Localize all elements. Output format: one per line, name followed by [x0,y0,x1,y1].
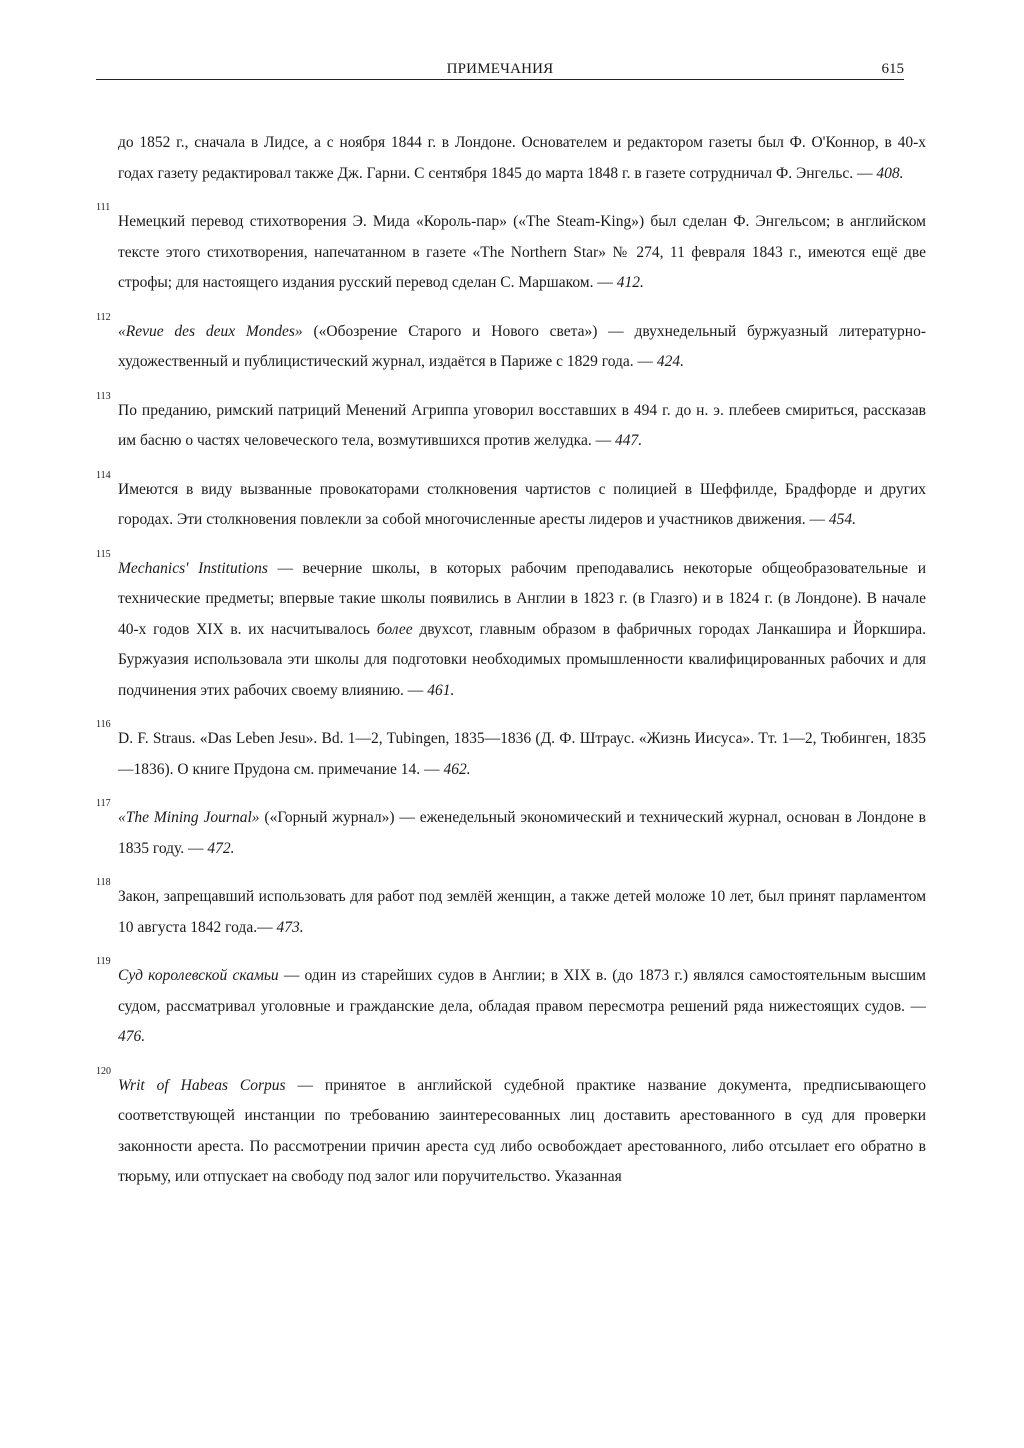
note-lead-title: Mechanics' Institutions [118,559,268,577]
note-120 [96,1065,926,1193]
note-body: — принятое в английской судебной практике название документа, предписывающего соответствующей инстанции по требованию заинтересованных лиц доставить арестованного в суд для проверки законности ареста. По рассмотрении причин ареста суд либо освобождает арестованного, либо отсылает его обратно в тюрьму, или отпускает на свободу под залог или поручительство. Указанная [118,1076,926,1185]
note-number: 114 [96,469,111,481]
note-body: D. F. Straus. «Das Leben Jesu». Bd. 1—2, Tubingen, 1835—1836 (Д. Ф. Штраус. «Жизнь Иисуса». Тт. 1—2, Тюбинген, 1835—1836). О книге Прудона см. примечание 14. — [118,730,926,778]
note-body: Закон, запрещавший использовать для работ под землёй женщин, а также детей моложе 10 лет, был принят парламентом 10 августа 1842 года.— [118,888,926,936]
note-body: («Горный журнал») — еженедельный экономический и технический журнал, основан в Лондоне в 1835 году. — [118,809,926,857]
page-reference: 462. [443,760,471,778]
running-title: ПРИМЕЧАНИЯ [446,61,554,77]
note-number: 113 [96,390,111,402]
continuation-paragraph [118,128,926,189]
note-body-tail: двухсот, главным образом в фабричных городах Ланкашира и Йоркшира. Буржуазия использовала эти школы для подготовки необходимых промышленности квалифицированных рабочих и для подчинения этих рабочих своему влиянию. — [118,620,926,699]
page-reference: 424. [656,353,685,370]
page-reference: 476. [118,1028,146,1045]
note-114 [96,469,926,536]
note-118 [96,877,926,943]
note-text [118,961,926,1053]
note-112 [96,311,926,378]
note-number: 119 [96,956,111,967]
note-emphasis: более [376,620,413,638]
notes-body [96,128,926,1193]
note-text [118,475,926,536]
page-reference: 461. [427,681,455,699]
note-lead-title: «Revue des deux Mondes» [118,322,303,340]
note-body: («Обозрение Старого и Нового света») — двухнедельный буржуазный литературно-художественный и публицистический журнал, издаётся в Париже с 1829 года. — [118,322,926,370]
page-reference: 454. [828,511,856,528]
note-number: 116 [96,719,111,730]
note-text [118,803,926,864]
note-111 [96,202,926,299]
note-number: 117 [96,798,111,809]
note-text [118,207,926,299]
note-body: По преданию, римский патриций Менений Агриппа уговорил восставших в 494 г. до н. э. плебеев смириться, рассказав им басню о частях человеческого тела, возмутившихся против желудка. — [118,401,926,449]
page-reference: 412. [616,274,644,291]
note-number: 120 [96,1065,111,1077]
note-text [118,317,926,378]
note-115 [96,548,926,707]
running-header [96,60,904,80]
continuation-text: до 1852 г., сначала в Лидсе, а с ноября 1844 г. в Лондоне. Основателем и редактором газеты был Ф. O'Коннор, в 40-х годах газету редактировал также Дж. Гарни. С сентября 1845 до марта 1848 г. в газете сотрудничал Ф. Энгельс. — [118,134,926,182]
page-reference: 473. [276,918,304,936]
note-117 [96,798,926,864]
note-lead-title: Суд королевской скамьи [118,967,279,984]
note-lead-title: Writ of Habeas Corpus [118,1076,286,1094]
note-text [118,1071,926,1193]
note-text [118,396,926,457]
note-body: — один из старейших судов в Англии; в XIX в. (до 1873 г.) являлся самостоятельным высшим судом, рассматривал уголовные и гражданские дела, обладая правом пересмотра решений ряда нижестоящих судов. — [118,967,926,1015]
note-116 [96,719,926,785]
note-number: 118 [96,877,111,888]
page-number: 615 [881,61,904,77]
note-number: 115 [96,548,111,560]
note-text [118,554,926,707]
note-body: Немецкий перевод стихотворения Э. Мида «Король-пар» («The Steam-King») был сделан Ф. Энгельсом; в английском тексте этого стихотворения, напечатанном в газете «The Northern Star» № 274, 11 февраля 1843 г., имеются ещё две строфы; для настоящего издания русский перевод сделан С. Маршаком. — [118,213,926,291]
page-reference: 408. [876,164,904,182]
note-body: — вечерние школы, в которых рабочим преподавались некоторые общеобразовательные и технические предметы; впервые такие школы появились в Англии в 1823 г. (в Глазго) и в 1824 г. (в Лондоне). В начале 40-х годов XIX в. их насчитывалось [118,559,926,638]
note-lead-title: «The Mining Journal» [118,809,260,826]
note-number: 112 [96,311,111,323]
page-reference: 447. [614,432,643,449]
page-reference: 472. [207,839,235,857]
note-text [118,882,926,943]
note-119 [96,956,926,1053]
note-number: 111 [96,202,111,213]
note-body: Имеются в виду вызванные провокаторами столкновения чартистов с полицией в Шеффилде, Брадфорде и других городах. Эти столкновения повлекли за собой многочисленные аресты лидеров и участников движения. — [118,480,926,528]
note-text [118,724,926,785]
note-113 [96,390,926,457]
